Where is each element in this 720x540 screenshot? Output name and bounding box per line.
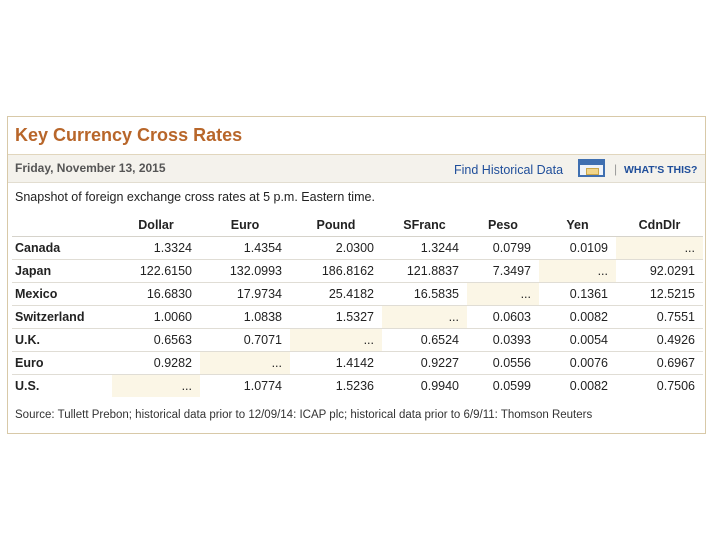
rate-cell: 1.0774 xyxy=(200,375,290,398)
rate-cell: 0.9940 xyxy=(382,375,467,398)
rate-cell: 12.5215 xyxy=(616,283,703,306)
table-row xyxy=(12,260,703,283)
rate-cell: 0.4926 xyxy=(616,329,703,352)
rate-cell: 1.0838 xyxy=(200,306,290,329)
table-row xyxy=(12,283,703,306)
table-row xyxy=(12,237,703,260)
rate-cell: 186.8162 xyxy=(290,260,382,283)
page-title: Key Currency Cross Rates xyxy=(15,125,243,145)
row-country: Japan xyxy=(12,260,112,283)
column-header: SFranc xyxy=(382,213,467,237)
table-row xyxy=(12,375,703,398)
rate-cell: ... xyxy=(539,260,616,283)
rate-cell: 0.9227 xyxy=(382,352,467,375)
rate-cell: ... xyxy=(382,306,467,329)
rate-cell: 1.0060 xyxy=(112,306,200,329)
cross-rates-table xyxy=(12,213,703,397)
rate-cell: 0.0076 xyxy=(539,352,616,375)
rate-cell: 0.6524 xyxy=(382,329,467,352)
cross-rates-panel xyxy=(7,116,706,434)
rate-cell: 25.4182 xyxy=(290,283,382,306)
column-header: Euro xyxy=(200,213,290,237)
rate-cell: 2.0300 xyxy=(335,241,374,255)
rate-cell: 0.0599 xyxy=(467,375,539,398)
date-bar xyxy=(8,155,705,183)
rate-cell: 1.5236 xyxy=(290,375,382,398)
rate-cell: 0.0109 xyxy=(569,241,608,255)
row-country: U.S. xyxy=(12,375,112,398)
whats-this-link[interactable]: WHAT'S THIS? xyxy=(624,164,698,176)
column-header: Dollar xyxy=(112,213,200,237)
rate-cell: 1.3244 xyxy=(420,241,459,255)
rate-cell: 132.0993 xyxy=(200,260,290,283)
column-header: Yen xyxy=(539,213,616,237)
column-header: Pound xyxy=(290,213,382,237)
rate-cell: 0.0082 xyxy=(539,375,616,398)
rate-cell: 0.7506 xyxy=(616,375,703,398)
table-header-row xyxy=(12,213,703,237)
find-historical-data-link[interactable]: Find Historical Data xyxy=(454,163,564,177)
rate-cell: 121.8837 xyxy=(382,260,467,283)
rate-cell: 0.0799 xyxy=(492,241,531,255)
rate-cell: 7.3497 xyxy=(467,260,539,283)
table-row xyxy=(12,306,703,329)
row-country: U.K. xyxy=(12,329,112,352)
calendar-icon[interactable] xyxy=(578,159,605,177)
row-country: Canada xyxy=(15,241,61,255)
rate-cell: 122.6150 xyxy=(112,260,200,283)
source-note: Source: Tullett Prebon; historical data prior to 12/09/14: ICAP plc; historical data prior to 6/9/11: Thomson Reuters xyxy=(15,409,593,421)
link-separator: | xyxy=(614,162,618,176)
rate-cell: 0.0556 xyxy=(467,352,539,375)
rate-cell: ... xyxy=(200,352,290,375)
table-row xyxy=(12,352,703,375)
rates-date: Friday, November 13, 2015 xyxy=(15,161,166,175)
row-country: Mexico xyxy=(12,283,112,306)
rate-cell: 1.3324 xyxy=(153,241,192,255)
rate-cell: 1.4354 xyxy=(243,241,282,255)
column-header: Peso xyxy=(467,213,539,237)
rate-cell: 0.0082 xyxy=(539,306,616,329)
rate-cell: 0.0393 xyxy=(467,329,539,352)
rate-cell: 0.0054 xyxy=(539,329,616,352)
row-country: Switzerland xyxy=(12,306,112,329)
rate-cell: ... xyxy=(290,329,382,352)
snapshot-description: Snapshot of foreign exchange cross rates at 5 p.m. Eastern time. xyxy=(15,190,375,204)
rate-cell: 0.0603 xyxy=(467,306,539,329)
header-corner xyxy=(12,213,112,237)
rate-cell: 0.6563 xyxy=(112,329,200,352)
rate-cell: 0.1361 xyxy=(539,283,616,306)
column-header: CdnDlr xyxy=(616,213,703,237)
table-row xyxy=(12,329,703,352)
rate-cell: ... xyxy=(467,283,539,306)
rate-cell: 0.7551 xyxy=(616,306,703,329)
rate-cell: ... xyxy=(112,375,200,398)
rate-cell: 16.5835 xyxy=(382,283,467,306)
rate-cell: 0.6967 xyxy=(616,352,703,375)
rate-cell: ... xyxy=(616,237,703,260)
rate-cell: 0.9282 xyxy=(112,352,200,375)
rate-cell: 1.5327 xyxy=(290,306,382,329)
rate-cell: 17.9734 xyxy=(200,283,290,306)
row-country: Euro xyxy=(12,352,112,375)
rate-cell: 0.7071 xyxy=(200,329,290,352)
rate-cell: 1.4142 xyxy=(290,352,382,375)
rate-cell: 92.0291 xyxy=(616,260,703,283)
rate-cell: 16.6830 xyxy=(112,283,200,306)
